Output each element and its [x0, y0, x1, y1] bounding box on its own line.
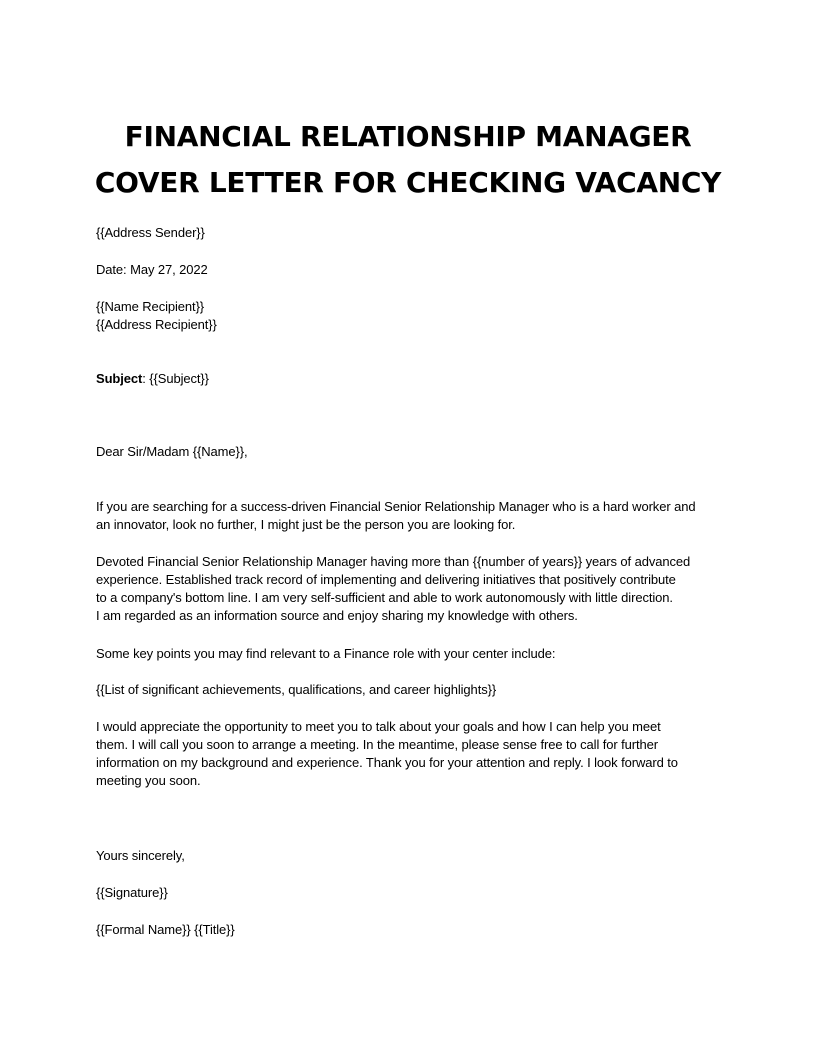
formal-name-title: {{Formal Name}} {{Title}}	[96, 922, 235, 937]
document-title	[0, 114, 816, 206]
paragraph-line: meeting you soon.	[96, 773, 201, 788]
title-line-1: FINANCIAL RELATIONSHIP MANAGER	[124, 120, 692, 153]
paragraph-line: experience. Established track record of implementing and delivering initiatives that positively contribute	[96, 572, 676, 587]
paragraph-line: to a company's bottom line. I am very self-sufficient and able to work autonomously with little direction.	[96, 590, 673, 605]
paragraph-closing	[96, 718, 726, 790]
paragraph-line: information on my background and experience. Thank you for your attention and reply. I look forward to	[96, 755, 678, 770]
paragraph-line: an innovator, look no further, I might just be the person you are looking for.	[96, 517, 516, 532]
greeting: Dear Sir/Madam {{Name}},	[96, 444, 248, 459]
letter-date: Date: May 27, 2022	[96, 262, 208, 277]
paragraph-achievements: {{List of significant achievements, qualifications, and career highlights}}	[96, 682, 497, 697]
title-line-2: COVER LETTER FOR CHECKING VACANCY	[94, 166, 722, 199]
paragraph-line: I would appreciate the opportunity to meet you to talk about your goals and how I can help you meet	[96, 719, 661, 734]
subject-value: : {{Subject}}	[142, 371, 209, 386]
paragraph-key-points: Some key points you may find relevant to a Finance role with your center include:	[96, 646, 556, 661]
paragraph-line: them. I will call you soon to arrange a meeting. In the meantime, please sense free to call for further	[96, 737, 658, 752]
subject-label: Subject	[96, 371, 143, 386]
paragraph-line: I am regarded as an information source and enjoy sharing my knowledge with others.	[96, 608, 578, 623]
paragraph-intro	[96, 498, 726, 534]
paragraph-line: Devoted Financial Senior Relationship Manager having more than {{number of years}} years of advanced	[96, 554, 691, 569]
address-sender: {{Address Sender}}	[96, 225, 205, 240]
subject-line	[96, 370, 726, 388]
recipient-name: {{Name Recipient}}	[96, 299, 205, 314]
recipient-address: {{Address Recipient}}	[96, 317, 217, 332]
recipient-block	[96, 298, 726, 334]
signature-placeholder: {{Signature}}	[96, 885, 168, 900]
paragraph-experience	[96, 553, 726, 625]
sign-off: Yours sincerely,	[96, 848, 185, 863]
paragraph-line: If you are searching for a success-driven Financial Senior Relationship Manager who is a hard worker and	[96, 499, 696, 514]
